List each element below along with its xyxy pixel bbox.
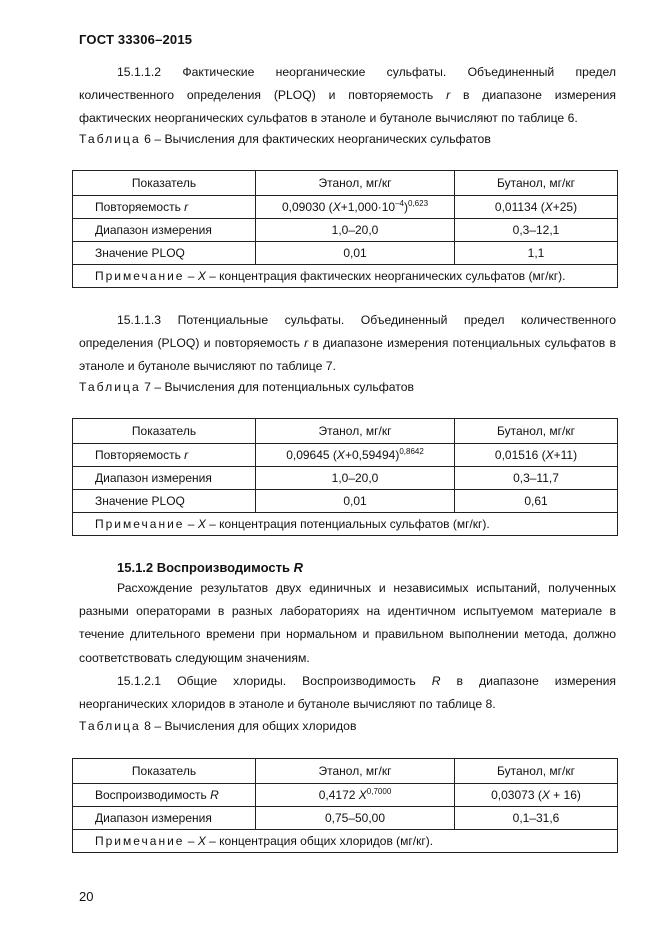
header-ethanol: Этанол, мг/кг (256, 419, 455, 444)
header-butanol: Бутанол, мг/кг (455, 171, 618, 196)
table-row (73, 219, 618, 242)
table-row (73, 467, 618, 490)
paragraph-reproducibility: Расхождение результатов двух единичных и независимых испытаний, полученных разными операторами в разных лабораториях на идентичном испытуемом материале в течение длительного времени при нормальном и правильном выполнении метода, должно соответствовать следующим значениям. (79, 581, 616, 665)
row-label: Повторяемость r (73, 444, 256, 467)
table-row (73, 490, 618, 513)
row-label: Диапазон измерения (73, 219, 256, 242)
row-label: Диапазон измерения (73, 807, 256, 830)
ethanol-value: 0,01 (256, 242, 455, 265)
table-note: Примечание – X – концентрация общих хлоридов (мг/кг). (73, 830, 618, 853)
table-row (73, 242, 618, 265)
ethanol-value: 1,0–20,0 (256, 467, 455, 490)
header-ethanol: Этанол, мг/кг (256, 171, 455, 196)
paragraph-potential-sulfates: 15.1.1.3 Потенциальные сульфаты. Объединенный предел количественного определения (PLOQ) и повторяемость r в диапазоне измерения потенциальных сульфатов в этаноле и бутаноле вычисляют по таблице 7. (79, 313, 616, 374)
butanol-value: 0,3–11,7 (455, 467, 618, 490)
table-6 (72, 170, 618, 288)
table-row (73, 784, 618, 807)
header-indicator: Показатель (73, 759, 256, 784)
table-note-row (73, 830, 618, 853)
row-label: Диапазон измерения (73, 467, 256, 490)
paragraph-actual-sulfates: 15.1.1.2 Фактические неорганические сульфаты. Объединенный предел количественного определения (PLOQ) и повторяемость r в диапазоне измерения фактических неорганических сульфатов в этаноле и бутаноле вычисляют по таблице 6. (79, 65, 617, 126)
table7-caption: Таблица 7 – Вычисления для потенциальных сульфатов (79, 380, 414, 394)
butanol-value: 0,01134 (X+25) (455, 196, 618, 219)
header-butanol: Бутанол, мг/кг (455, 419, 618, 444)
butanol-value: 0,3–12,1 (455, 219, 618, 242)
table-note-row (73, 513, 618, 536)
section-title-reproducibility: 15.1.2 Воспроизводимость R (117, 560, 303, 575)
butanol-value: 1,1 (455, 242, 618, 265)
paragraph-total-chlorides: 15.1.2.1 Общие хлориды. Воспроизводимость R в диапазоне измерения неорганических хлоридов в этаноле и бутаноле вычисляют по таблице 8. (79, 674, 616, 712)
row-label: Воспроизводимость R (73, 784, 256, 807)
ethanol-value: 1,0–20,0 (256, 219, 455, 242)
ethanol-value: 0,75–50,00 (256, 807, 455, 830)
document-header: ГОСТ 33306–2015 (79, 32, 193, 47)
header-butanol: Бутанол, мг/кг (455, 759, 618, 784)
page-number: 20 (79, 889, 94, 904)
header-ethanol: Этанол, мг/кг (256, 759, 455, 784)
ethanol-value: 0,09030 $(X+1,000\cdot 10^{-4})^{0,623}$ (256, 196, 455, 219)
table-header-row (73, 419, 618, 444)
butanol-value: 0,1–31,6 (455, 807, 618, 830)
row-label: Значение PLOQ (73, 490, 256, 513)
header-indicator: Показатель (73, 419, 256, 444)
table-row (73, 444, 618, 467)
butanol-value: 0,61 (455, 490, 618, 513)
table-note-row (73, 265, 618, 288)
header-indicator: Показатель (73, 171, 256, 196)
ethanol-value: 0,01 (256, 490, 455, 513)
row-label: Значение PLOQ (73, 242, 256, 265)
butanol-value: 0,01516 (X+11) (455, 444, 618, 467)
table-note: Примечание – X – концентрация потенциальных сульфатов (мг/кг). (73, 513, 618, 536)
table-8 (72, 758, 618, 853)
table-note: Примечание – X – концентрация фактических неорганических сульфатов (мг/кг). (73, 265, 618, 288)
table-header-row (73, 759, 618, 784)
table-row (73, 807, 618, 830)
ethanol-value: 0,09645 $(X+0,59494)^{0,8642}$ (256, 444, 455, 467)
table-header-row (73, 171, 618, 196)
table-row (73, 196, 618, 219)
ethanol-value: 0,4172 $X^{0,7000}$ (256, 784, 455, 807)
table6-caption: Таблица 6 – Вычисления для фактических неорганических сульфатов (79, 132, 491, 146)
row-label: Повторяемость r (73, 196, 256, 219)
table8-caption: Таблица 8 – Вычисления для общих хлоридов (79, 719, 357, 733)
butanol-value: 0,03073 (X + 16) (455, 784, 618, 807)
table-7 (72, 418, 618, 536)
